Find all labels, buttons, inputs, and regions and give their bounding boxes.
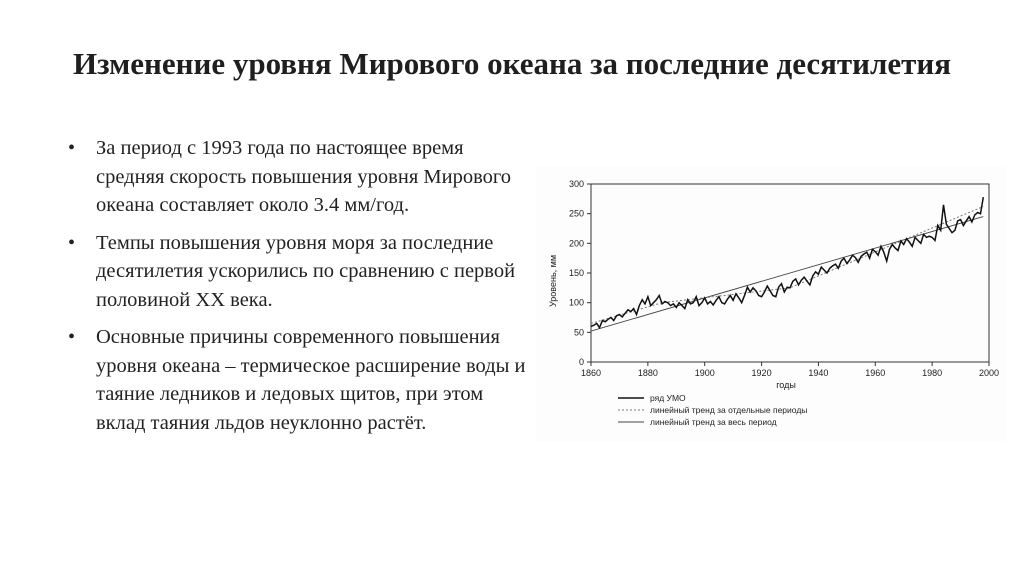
y-axis-label: Уровень, мм xyxy=(548,254,558,308)
x-tick-label: 1880 xyxy=(637,368,658,378)
x-tick-label: 1900 xyxy=(694,368,715,378)
bullet-dot-icon: • xyxy=(68,137,76,159)
x-tick-label: 2000 xyxy=(978,368,1000,378)
bullet-item xyxy=(66,229,536,315)
legend-label-0: ряд УМО xyxy=(650,393,686,403)
x-axis-label: годы xyxy=(776,380,796,390)
bullet-dot-icon: • xyxy=(68,326,76,348)
legend-label-2: линейный тренд за весь период xyxy=(650,417,777,427)
y-tick-label: 0 xyxy=(578,357,584,367)
bullet-item xyxy=(66,323,536,437)
y-tick-label: 300 xyxy=(568,179,584,189)
chart-svg xyxy=(536,166,1006,442)
x-tick-label: 1940 xyxy=(808,368,829,378)
slide-title: Изменение уровня Мирового океана за последние десятилетия xyxy=(72,46,952,81)
legend-label-1: линейный тренд за отдельные периоды xyxy=(650,405,808,415)
series-line-2 xyxy=(591,217,983,332)
bullet-text: Основные причины современного повышения уровня океана – термическое расширение воды и таяние ледников и ледовых щитов, при этом вклад таяния льдов неуклонно растёт. xyxy=(96,326,526,434)
sea-level-chart xyxy=(536,166,1006,442)
series-line-0 xyxy=(591,197,983,328)
x-tick-label: 1980 xyxy=(922,368,943,378)
bullet-list xyxy=(66,134,536,446)
y-tick-label: 100 xyxy=(568,297,584,308)
bullet-text: За период с 1993 года по настоящее время средняя скорость повышения уровня Мирового океана составляет около 3.4 мм/год. xyxy=(96,137,512,216)
bullet-item xyxy=(66,134,536,220)
y-tick-label: 250 xyxy=(568,208,584,219)
y-tick-label: 200 xyxy=(568,238,584,249)
bullet-dot-icon: • xyxy=(68,231,76,254)
bullet-text: Темпы повышения уровня моря за последние десятилетия ускорились по сравнению с первой половиной XX века. xyxy=(96,231,516,311)
x-tick-label: 1960 xyxy=(865,368,886,378)
x-tick-label: 1860 xyxy=(580,368,602,378)
series-line-1 xyxy=(591,207,983,324)
x-tick-label: 1920 xyxy=(751,368,772,378)
y-tick-label: 50 xyxy=(573,327,584,338)
y-tick-label: 150 xyxy=(568,268,584,278)
